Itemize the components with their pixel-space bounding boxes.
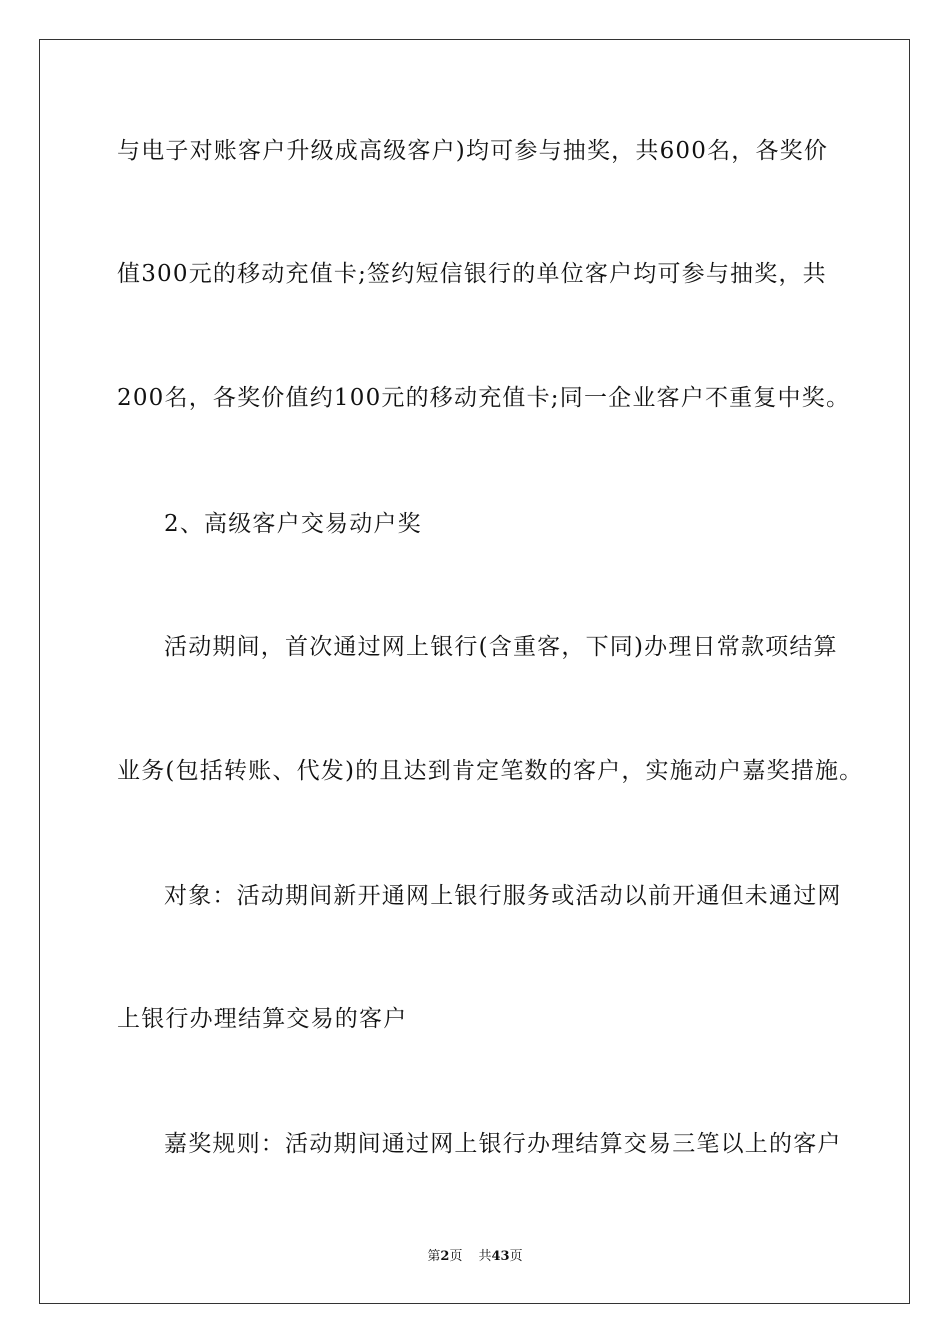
page-number: 2 [440, 1249, 450, 1264]
body-line-3: 200名，各奖价值约100元的移动充值卡;同一企业客户不重复中奖。 [117, 385, 851, 411]
body-line-7: 对象：活动期间新开通网上银行服务或活动以前开通但未通过网 [164, 883, 842, 909]
body-line-8: 上银行办理结算交易的客户 [117, 1006, 408, 1032]
body-line-9: 嘉奖规则：活动期间通过网上银行办理结算交易三笔以上的客户 [164, 1131, 842, 1157]
page-frame [39, 39, 910, 1304]
total-pages: 43 [491, 1249, 510, 1264]
body-line-6: 业务(包括转账、代发)的且达到肯定笔数的客户，实施动户嘉奖措施。 [117, 758, 864, 784]
body-line-1: 与电子对账客户升级成高级客户)均可参与抽奖，共600名，各奖价 [117, 138, 829, 164]
section-heading: 2、高级客户交易动户奖 [164, 511, 422, 537]
page-suffix: 页 [449, 1249, 463, 1264]
page-prefix: 第 [427, 1249, 441, 1264]
body-line-5: 活动期间，首次通过网上银行(含重客，下同)办理日常款项结算 [164, 634, 838, 660]
total-suffix: 页 [509, 1249, 523, 1264]
body-line-2: 值300元的移动充值卡;签约短信银行的单位客户均可参与抽奖，共 [117, 261, 827, 287]
page-footer [0, 1248, 950, 1266]
total-prefix: 共 [478, 1249, 492, 1264]
